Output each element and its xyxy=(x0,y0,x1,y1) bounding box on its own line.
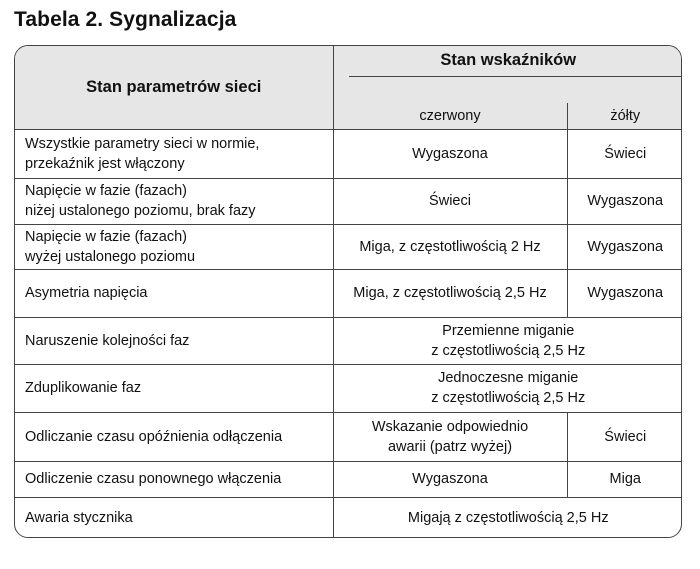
param-cell: Naruszenie kolejności faz xyxy=(15,317,333,364)
red-state-cell: Wygaszona xyxy=(333,461,567,497)
red-state-cell: Świeci xyxy=(333,178,567,224)
table-row xyxy=(15,129,682,178)
yellow-state-cell: Świeci xyxy=(567,129,682,178)
signaling-table xyxy=(14,45,682,538)
red-state-cell: Wskazanie odpowiednio awarii (patrz wyżej) xyxy=(333,412,567,461)
header-divider xyxy=(349,76,683,77)
table-row xyxy=(15,317,682,364)
combined-state-cell: Migają z częstotliwością 2,5 Hz xyxy=(333,497,682,538)
param-cell: Zduplikowanie faz xyxy=(15,364,333,412)
yellow-state-cell: Wygaszona xyxy=(567,178,682,224)
header-indicators-label: Stan wskaźników xyxy=(440,51,577,69)
yellow-state-cell: Wygaszona xyxy=(567,269,682,317)
header-red-column: czerwony xyxy=(333,103,567,129)
table-row xyxy=(15,412,682,461)
param-cell: Wszystkie parametry sieci w normie, przekaźnik jest włączony xyxy=(15,129,333,178)
table-row xyxy=(15,269,682,317)
param-cell: Awaria stycznika xyxy=(15,497,333,538)
yellow-state-cell: Wygaszona xyxy=(567,224,682,269)
yellow-state-cell: Miga xyxy=(567,461,682,497)
combined-state-cell: Jednoczesne miganie z częstotliwością 2,5 Hz xyxy=(333,364,682,412)
param-cell: Odliczanie czasu opóźnienia odłączenia xyxy=(15,412,333,461)
table-row xyxy=(15,178,682,224)
red-state-cell: Miga, z częstotliwością 2 Hz xyxy=(333,224,567,269)
red-state-cell: Miga, z częstotliwością 2,5 Hz xyxy=(333,269,567,317)
param-cell: Napięcie w fazie (fazach) niżej ustalonego poziomu, brak fazy xyxy=(15,178,333,224)
param-cell: Asymetria napięcia xyxy=(15,269,333,317)
page-title: Tabela 2. Sygnalizacja xyxy=(14,8,237,31)
header-yellow-column: żółty xyxy=(567,103,682,129)
header-param-label: Stan parametrów sieci xyxy=(86,78,262,97)
combined-state-cell: Przemienne miganie z częstotliwością 2,5 Hz xyxy=(333,317,682,364)
table-row xyxy=(15,224,682,269)
header-indicators-group xyxy=(333,46,682,103)
red-state-cell: Wygaszona xyxy=(333,129,567,178)
header-param-column xyxy=(15,46,333,129)
yellow-state-cell: Świeci xyxy=(567,412,682,461)
param-cell: Napięcie w fazie (fazach) wyżej ustalonego poziomu xyxy=(15,224,333,269)
table-row xyxy=(15,364,682,412)
table-row xyxy=(15,497,682,538)
table-row xyxy=(15,461,682,497)
param-cell: Odliczenie czasu ponownego włączenia xyxy=(15,461,333,497)
